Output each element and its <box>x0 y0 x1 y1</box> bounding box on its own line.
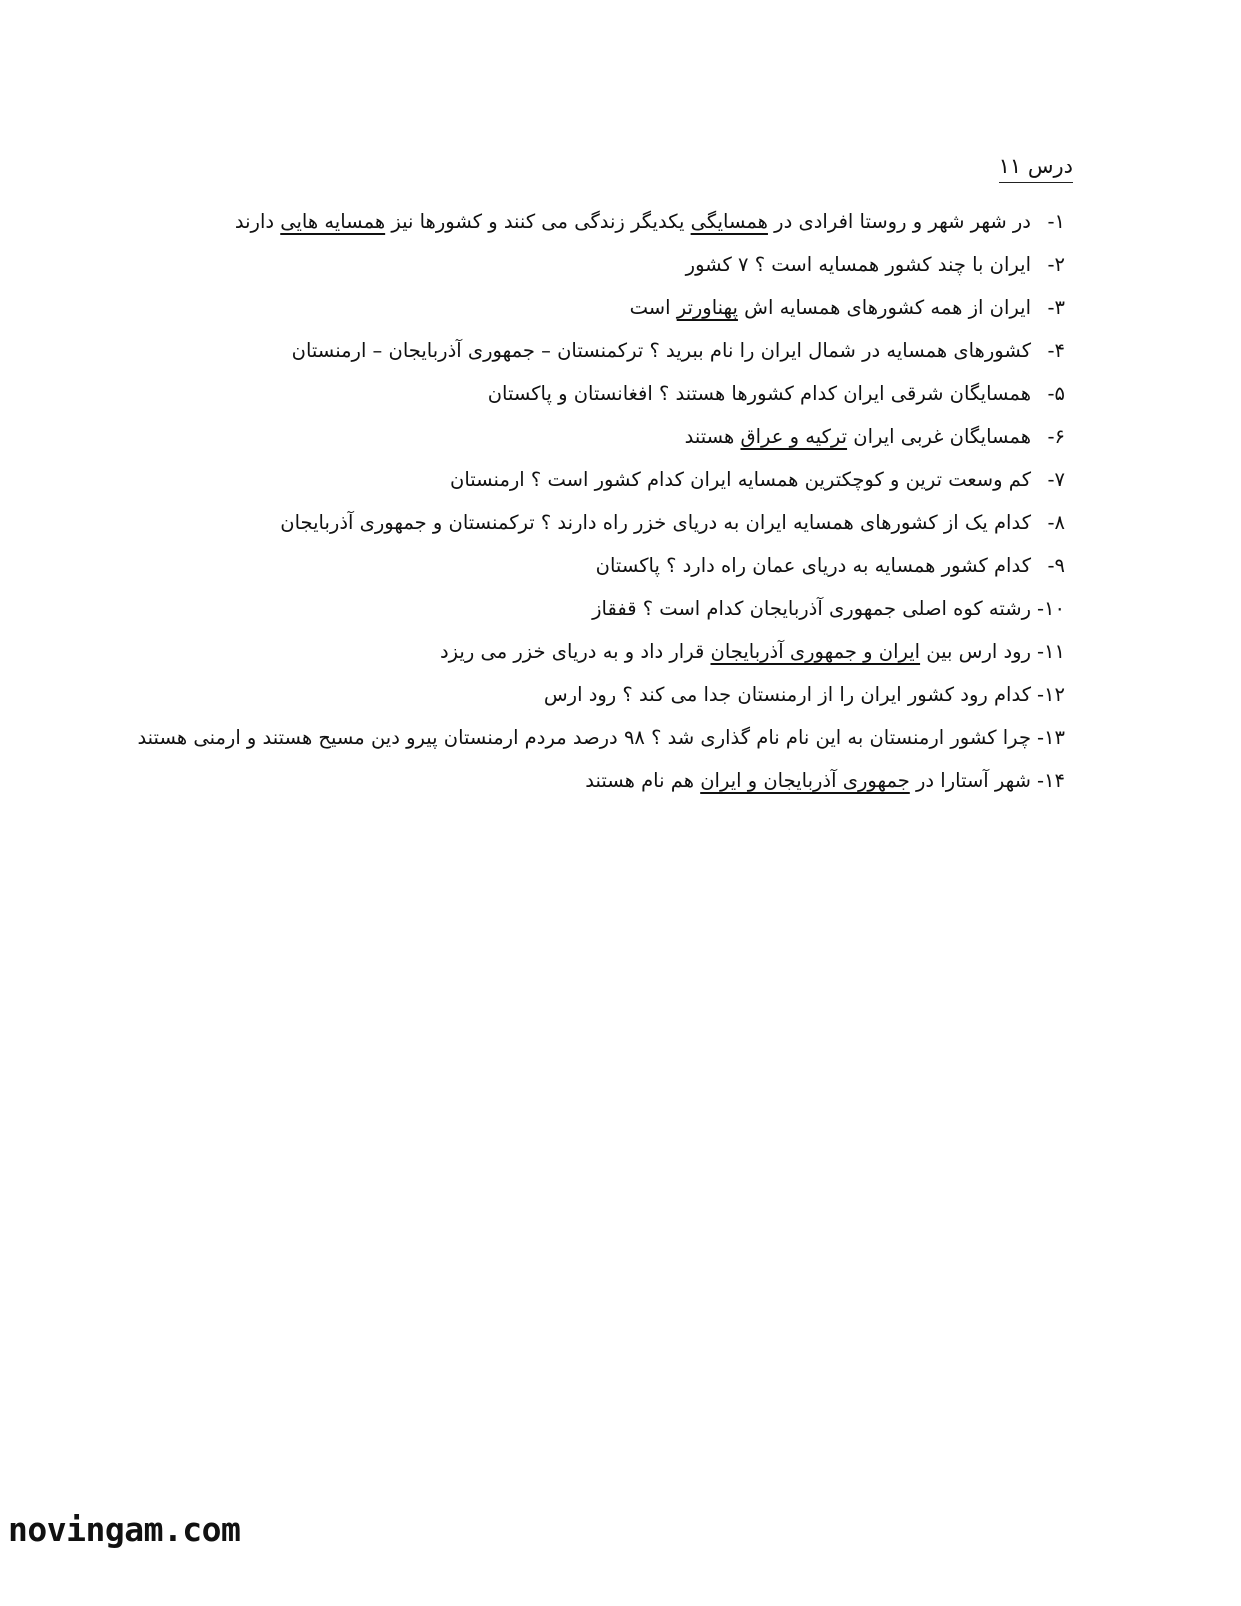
list-item <box>135 544 1065 587</box>
item-text <box>596 554 1031 577</box>
item-text <box>440 640 1031 663</box>
item-number: ۱- <box>1047 210 1065 233</box>
list-item <box>135 458 1065 501</box>
list-item <box>135 200 1065 243</box>
list-item <box>135 415 1065 458</box>
item-text <box>585 769 1031 792</box>
item-text <box>280 511 1031 534</box>
item-text <box>685 425 1031 448</box>
text-segment: کشورهای همسایه در شمال ایران را نام ببرید ؟ ترکمنستان – جمهوری آذربایجان – ارمنستان <box>291 339 1031 362</box>
text-segment: کدام یک از کشورهای همسایه ایران به دریای خزر راه دارند ؟ ترکمنستان و جمهوری آذربایجان <box>280 511 1031 534</box>
item-number: ۳- <box>1047 296 1065 319</box>
text-segment: کدام رود کشور ایران را از ارمنستان جدا می کند ؟ رود ارس <box>543 683 1031 706</box>
list-item <box>135 673 1065 716</box>
item-number: ۵- <box>1047 382 1065 405</box>
underlined-phrase: پهناورتر <box>676 296 738 319</box>
text-segment: هستند <box>684 425 741 448</box>
list-item <box>135 243 1065 286</box>
underlined-phrase: جمهوری آذربایجان و ایران <box>700 769 910 792</box>
item-text <box>488 382 1031 405</box>
list-item <box>135 329 1065 372</box>
underlined-phrase: ایران و جمهوری آذربایجان <box>710 640 921 663</box>
watermark-text: novingam.com <box>8 1510 241 1549</box>
text-segment: شهر آستارا در <box>909 769 1031 792</box>
question-answer-list <box>135 200 1065 802</box>
item-text <box>544 683 1031 706</box>
item-text <box>592 597 1031 620</box>
list-item <box>135 630 1065 673</box>
text-segment: رشته کوه اصلی جمهوری آذربایجان کدام است ؟ قفقاز <box>592 597 1031 620</box>
item-number: ۶- <box>1047 425 1065 448</box>
list-item <box>135 716 1065 759</box>
item-text <box>630 296 1031 319</box>
list-item <box>135 286 1065 329</box>
text-segment: ایران با چند کشور همسایه است ؟ ۷ کشور <box>685 253 1031 276</box>
underlined-phrase: همسایگی <box>690 210 768 233</box>
item-text <box>235 210 1031 233</box>
item-number: ۱۲- <box>1037 683 1065 706</box>
list-item <box>135 372 1065 415</box>
text-segment: قرار داد و به دریای خزر می ریزد <box>439 640 711 663</box>
item-number: ۱۳- <box>1037 726 1065 749</box>
item-text <box>686 253 1031 276</box>
list-item <box>135 759 1065 802</box>
lesson-title: درس ۱۱ <box>999 152 1073 183</box>
item-number: ۹- <box>1047 554 1065 577</box>
underlined-phrase: همسایه هایی <box>280 210 386 233</box>
item-text <box>450 468 1031 491</box>
item-number: ۲- <box>1047 253 1065 276</box>
text-segment: همسایگان شرقی ایران کدام کشورها هستند ؟ افغانستان و پاکستان <box>487 382 1031 405</box>
item-text <box>137 726 1031 749</box>
item-number: ۱۱- <box>1037 640 1065 663</box>
text-segment: هم نام هستند <box>585 769 701 792</box>
item-number: ۷- <box>1047 468 1065 491</box>
text-segment: است <box>629 296 677 319</box>
text-segment: چرا کشور ارمنستان به این نام نام گذاری شد ؟ ۹۸ درصد مردم ارمنستان پیرو دین مسیح هستند و ارمنی هستند <box>137 726 1031 749</box>
text-segment: دارند <box>234 210 281 233</box>
text-segment: در شهر شهر و روستا افرادی در <box>767 210 1031 233</box>
list-item <box>135 587 1065 630</box>
text-segment: رود ارس بین <box>920 640 1031 663</box>
underlined-phrase: ترکیه و عراق <box>740 425 848 448</box>
item-number: ۴- <box>1047 339 1065 362</box>
text-segment: ایران از همه کشورهای همسایه اش <box>737 296 1031 319</box>
item-number: ۸- <box>1047 511 1065 534</box>
item-number: ۱۰- <box>1037 597 1065 620</box>
text-segment: کدام کشور همسایه به دریای عمان راه دارد ؟ پاکستان <box>595 554 1031 577</box>
item-number: ۱۴- <box>1037 769 1065 792</box>
text-segment: یکدیگر زندگی می کنند و کشورها نیز <box>385 210 691 233</box>
text-segment: کم وسعت ترین و کوچکترین همسایه ایران کدام کشور است ؟ ارمنستان <box>450 468 1031 491</box>
item-text <box>292 339 1031 362</box>
list-item <box>135 501 1065 544</box>
text-segment: همسایگان غربی ایران <box>847 425 1031 448</box>
